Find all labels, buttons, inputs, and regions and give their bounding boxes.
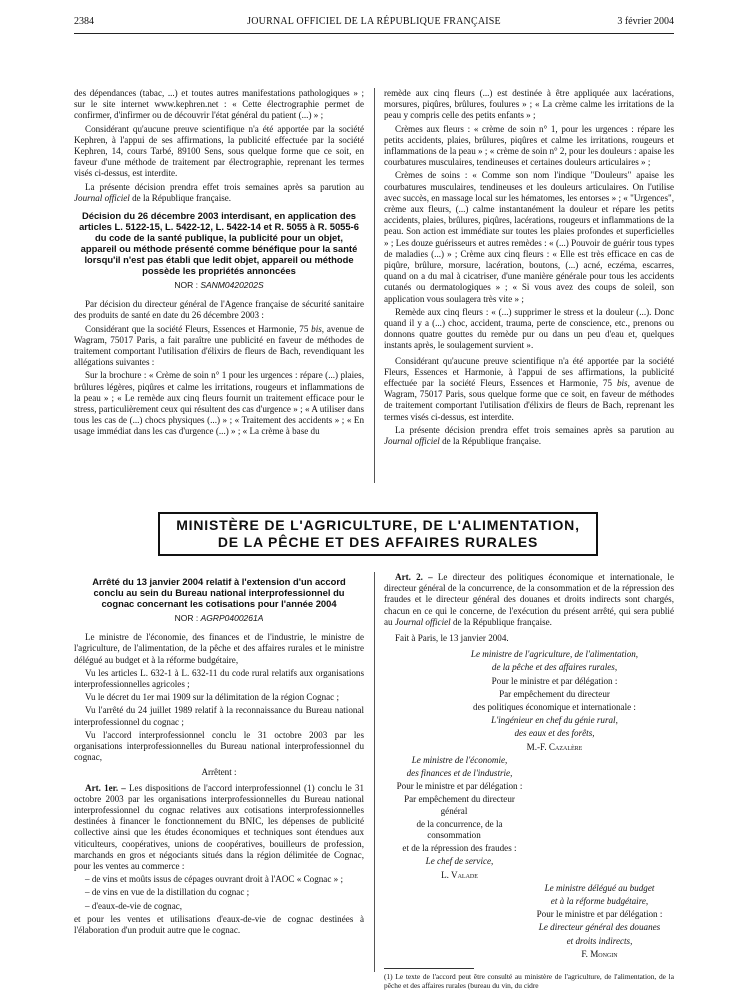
signature-line: Par empêchement du directeur général [404, 794, 515, 816]
text-run: Le directeur des politiques économique et internationale, le directeur général de la concurrence, de la consommation et de la répression des fraudes et le directeur général des douanes et droits indirects sont chargés, chacun en ce qui le concerne, de l'exécution du présent arrêté, qui sera publié au [384, 572, 674, 627]
arrete-title: Arrêté du 13 janvier 2004 relatif à l'extension d'un accord conclu au sein du Bureau national interprofessionnel du cognac concernant les cotisations pour l'année 2004 [92, 576, 346, 609]
paragraph: Sur la brochure : « Crème de soin n° 1 pour les urgences : répare (...) plaies, brûlures légères, piqûres et calme les irritations, rougeurs et inflammations de la peau » ; « Le remède aux cinq fleurs fournit un traitement efficace pour le stress, particulièrement ceux qui résultent des cas d'urgence » ; « A utiliser dans tous les cas de (...) chocs physiques (...) » ; « Traitement des accidents » ; « En usage immédiat dans les cas d'urgence (...) » ; « La crème à base du [74, 370, 364, 437]
nor-reference [74, 280, 364, 291]
column-divider-top [374, 88, 375, 483]
signature-line: Pour le ministre et par délégation : [396, 781, 523, 792]
journal-name: Journal officiel [74, 192, 130, 203]
signature-block-economie [384, 755, 524, 881]
signature-line: des eaux et des forêts, [514, 728, 595, 739]
paragraph [74, 324, 364, 369]
nor-label: NOR : [174, 280, 201, 291]
paragraph: Vu le décret du 1er mai 1909 sur la délimitation de la région Cognac ; [85, 692, 340, 703]
nor-label: NOR : [174, 613, 201, 623]
text-run: de la République française. [450, 616, 552, 627]
signature-block-budget [514, 883, 674, 960]
signature-line: Pour le ministre et par délégation : [536, 909, 663, 920]
signature-line: L'ingénieur en chef du génie rural, [491, 715, 618, 726]
fait-line: Fait à Paris, le 13 janvier 2004. [395, 633, 509, 644]
paragraph: Par décision du directeur général de l'Agence française de sécurité sanitaire des produits de santé en date du 26 décembre 2003 : [74, 299, 364, 321]
signature-line: et de la répression des fraudes : [402, 843, 517, 854]
text-run: Considérant qu'aucune preuve scientifique n'a été apportée par la société Fleurs, Essences et Harmonie, à l'appui de ses affirmations, la publicité effectuée par la société Fleurs, Essences et Harmonie, 75 [384, 355, 674, 389]
signature-line: Le ministre de l'économie, [411, 754, 508, 765]
journal-name: Journal officiel [394, 616, 451, 627]
signature-line: des finances et de l'industrie, [406, 768, 513, 779]
signature-line: Par empêchement du directeur [499, 688, 610, 699]
article-label: Art. 2. – [395, 572, 433, 582]
signature-line: Le directeur général des douanes [538, 922, 661, 933]
ministry-line-1: MINISTÈRE DE L'AGRICULTURE, DE L'ALIMENTATION, [176, 517, 580, 533]
upper-left-column [74, 88, 364, 440]
page-header [74, 14, 674, 34]
paragraph: et pour les ventes et utilisations d'eaux-de-vie de cognac destinées à l'élaboration d'un produit autre que le cognac. [74, 913, 364, 936]
nor-code: AGRP0400261A [200, 613, 264, 623]
paragraph: remède aux cinq fleurs (...) est destinée à être appliquée aux lacérations, morsures, piqûres, brûlures, foulures » ; « La crème calme les irritations de la peau y compris celle des petits enfants » ; [384, 88, 674, 121]
text-run: Considérant que la société Fleurs, Essences et Harmonie, 75 [85, 323, 312, 334]
bis: bis [311, 323, 322, 334]
list-item: – de vins en vue de la distillation du cognac ; [85, 887, 250, 898]
journal-title: JOURNAL OFFICIEL DE LA RÉPUBLIQUE FRANÇAISE [247, 16, 501, 27]
signature-line: Le chef de service, [425, 856, 494, 867]
signature-line: et à la réforme budgétaire, [550, 896, 649, 907]
issue-date: 3 février 2004 [617, 16, 674, 27]
paragraph: Crèmes de soins : « Comme son nom l'indique "Douleurs" apaise les courbatures musculaires, tendineuses et les douleurs articulaires. On l'utilise avec succès, en massage local sur les hématomes, les entorses » ; « "Urgences", crème aux fleurs, (...) calme instantanément la douleur et répare les petits accidents, plaies, brûlures, piqûres, lacérations, rougeurs et inflammations de la peau. Son action est immédiate sur toutes les plaies profondes et superficielles » ; Les douze guérisseurs et autres remèdes : « (...) Pouvoir de guérir tous types de maladies (...) » ; Crème aux cinq fleurs : « Elle est très efficace en cas de piqûre, brûlure, morsure, lacération, boutons, (...) acné, eczéma, escarres, quand on a du mal à cicatriser, d'une manière générale pour tous les accidents cutanés ou dermatologiques » ; « Si vous avez des coups de soleil, son application vous soulagera très vite » ; [384, 170, 674, 304]
article-label: Art. 1er. – [85, 782, 126, 793]
article-1 [74, 783, 364, 873]
ministry-line-2: DE LA PÊCHE ET DES AFFAIRES RURALES [217, 534, 539, 550]
paragraph: Crèmes aux fleurs : « crème de soin n° 1, pour les urgences : répare les petits accidents, plaies, brûlures, piqûres et calme les irritations, rougeurs et inflammations de la peau » ; « crème de soin n° 2, pour les douleurs : apaise les courbatures musculaires, tendineuses et certaines douleurs articulaires » ; [384, 123, 674, 168]
text-run: de la République française. [439, 436, 542, 447]
paragraph: des dépendances (tabac, ...) et toutes autres manifestations pathologiques » ; sur le site internet www.kephren.net : « Cette électrographie permet de confirmer, d'infirmer ou de découvrir l'état général du patient (...) » ; [74, 88, 364, 121]
footnote: (1) Le texte de l'accord peut être consulté au ministère de l'agriculture, de l'alimentation, de la pêche et des affaires rurales (bureau du vin, du cidre [384, 972, 674, 990]
journal-name: Journal officiel [384, 436, 440, 447]
column-divider-bottom [374, 572, 375, 972]
signature-block-agriculture [424, 649, 674, 753]
list-item: – d'eaux-de-vie de cognac, [85, 900, 183, 911]
signature-line: des politiques économique et internationale : [473, 702, 636, 713]
bis: bis [616, 378, 628, 389]
signature-line: de la concurrence, de la consommation [416, 818, 503, 841]
paragraph: Vu les articles L. 632-1 à L. 632-11 du code rural relatifs aux organisations interprofessionnelles agricoles ; [74, 667, 364, 690]
text-run: , avenue de Wagram, 75017 Paris, sous quelque forme que ce soit, en faveur de méthodes de traitement comportant l'utilisation d'élixirs de fleurs de Bach, reprenant les termes visés ci-dessus, est interdite. [384, 378, 674, 422]
signature-line: Le ministre délégué au budget [544, 882, 655, 893]
upper-right-column [384, 88, 674, 449]
signatory-name: F. Mongin [581, 948, 618, 959]
paragraph: Remède aux cinq fleurs : « (...) supprimer le stress et la douleur (...). Donc quand il y a (...) choc, accident, trauma, perte de conscience, etc., prenons ou donnons quatre gouttes du remède pur ou dans un peu d'eau et, quelques instants après, le soulagement survient ». [384, 306, 674, 351]
footnote-rule [384, 968, 474, 969]
signatory-name: M.-F. Cazalère [526, 741, 583, 752]
text-run: La présente décision prendra effet trois semaines après sa parution au [395, 424, 674, 435]
text-run: de la République française. [129, 192, 232, 203]
text-run: , avenue de Wagram, 75017 Paris, a fait paraître une publicité en faveur de méthodes de traitement comportant l'utilisation d'élixirs de fleurs de Bach, revendiquant les allégations suivantes : [74, 323, 364, 368]
paragraph [74, 182, 364, 204]
signature-line: de la pêche et des affaires rurales, [491, 662, 618, 673]
ministry-banner [158, 512, 598, 556]
decision-title: Décision du 26 décembre 2003 interdisant, en application des articles L. 5122-15, L. 5422-12, L. 5422-14 et R. 5055 à R. 5055-6 du code de la santé publique, la publicité pour un objet, appareil ou méthode présenté comme bénéfique pour la santé lorsqu'il n'est pas établi que ledit objet, appareil ou méthode possède les propriétés annoncées [79, 210, 359, 277]
paragraph: Vu l'accord interprofessionnel conclu le 31 octobre 2003 par les organisations interprofessionnelles du Bureau national interprofessionnel du cognac, [74, 729, 364, 763]
text-run: Les dispositions de l'accord interprofessionnel (1) conclu le 31 octobre 2003 par les organisations interprofessionnelles du Bureau national interprofessionnel du cognac relatives aux cotisations interprofessionnelles destinées à financer le fonctionnement du BNIC, les dépenses de publicité collective ainsi que les études économiques et techniques sont étendues aux viticulteurs, coopératives, unions de coopératives, bouilleurs de profession, marchands en gros et négociants situés dans la région délimitée de Cognac, pour les ventes au commerce : [74, 782, 365, 872]
signature-line: et droits indirects, [566, 935, 633, 946]
arretent-heading: Arrêtent : [201, 767, 237, 778]
text-run: La présente décision prendra effet trois semaines après sa parution au [85, 181, 364, 192]
lower-right-column [384, 572, 674, 990]
signature-line: Pour le ministre et par délégation : [491, 675, 618, 686]
nor-code: SANM0420202S [200, 280, 264, 291]
article-2 [384, 572, 674, 628]
paragraph: Considérant qu'aucune preuve scientifique n'a été apportée par la société Kephren, à l'appui de ses affirmations, la publicité effectuée par la société Kephren, 14, cours Tarbé, 89100 Sens, sous quelque forme que ce soit, en faveur d'une méthode de traitement par électrographie, reprenant les termes visés ci-dessus, est interdite. [74, 123, 364, 179]
paragraph [384, 425, 674, 447]
header-rule [74, 33, 674, 34]
paragraph [384, 356, 674, 423]
signature-line: Le ministre de l'agriculture, de l'alimentation, [470, 649, 639, 660]
page-number: 2384 [74, 16, 94, 27]
paragraph: Le ministre de l'économie, des finances et de l'industrie, le ministre de l'agriculture, de l'alimentation, de la pêche et des affaires rurales et le ministre délégué au budget et à la réforme budgétaire, [74, 632, 364, 665]
signatory-name: L. Valade [441, 869, 478, 880]
nor-reference [74, 613, 364, 624]
lower-left-column [74, 572, 364, 938]
paragraph: Vu l'arrêté du 24 juillet 1989 relatif à la reconnaissance du Bureau national interprofessionnel du cognac ; [74, 705, 364, 727]
list-item: – de vins et moûts issus de cépages ouvrant droit à l'AOC « Cognac » ; [85, 874, 343, 885]
